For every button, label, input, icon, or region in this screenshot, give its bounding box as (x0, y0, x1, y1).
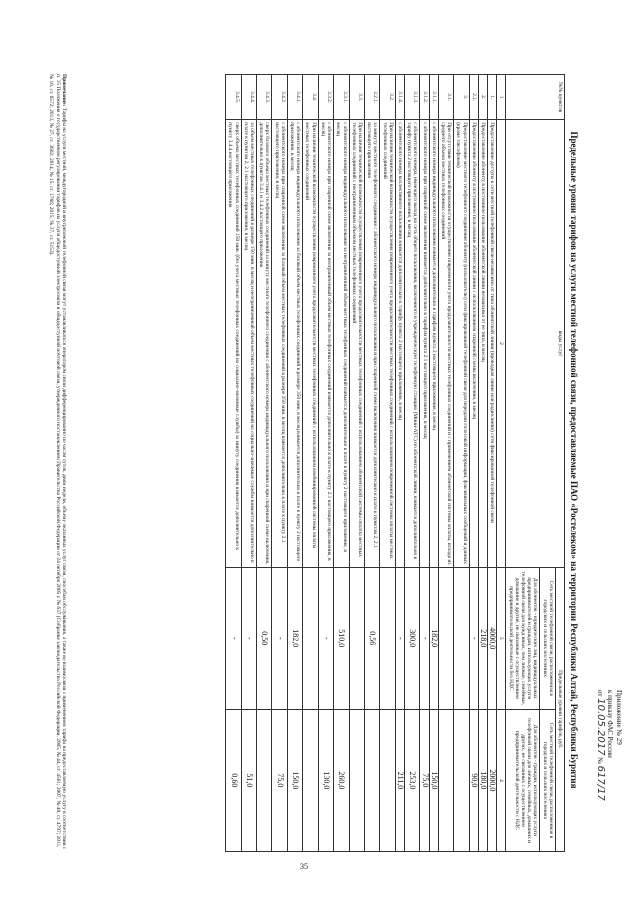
table-row (272, 75, 287, 852)
row-value-col3 (349, 567, 364, 709)
row-service: Предоставление абоненту в постоянное пользование абонентской линии независимо от ее типа, в месяц (478, 120, 487, 567)
row-value-col4: 150,0 (287, 709, 302, 851)
row-value-col3: 218,0 (478, 567, 487, 709)
row-service: с абонентского номера при спаренной схеме включения за базовый объем местных телефонных соединений в размере 350 мин. в месяц взимается дополнительно к плате к пункту 2.1 настоящего приложения, в месяц (272, 120, 287, 567)
row-service: При наличии технической возможности осуществления повременного учета продолжительности местных телефонных соединений с использованием комбинированной системы оплаты местных телефонных соединений (303, 120, 318, 567)
header-col3: Сеть местной телефонной связи, расположенная в городских и сельских поселениях (540, 567, 555, 709)
row-value-col4 (364, 709, 379, 851)
page-number: 35 (300, 862, 308, 871)
table-row (380, 75, 395, 852)
row-value-col4: 75,0 (420, 709, 429, 851)
row-service: с абонентского номера индивидуального пользования взимается дополнительно к тарифам пункта 2 настоящего приложения, в месяц (429, 120, 438, 567)
row-value-col4: 150,0 (429, 709, 438, 851)
row-number: 2. (478, 75, 487, 120)
table-row (429, 75, 438, 852)
row-service: с абонентского номера, имеющего выход на сеть общего пользования, включенного в учрежденческую телефонную станцию (Мини-АТС) по абонентской линии, взимается дополнительно к тарифу пункта 2 настоящего приложения, в месяц (404, 120, 419, 567)
appendix-from-label: от (596, 690, 604, 697)
row-number: 3.4.1. (287, 75, 302, 120)
row-value-col3: - (420, 567, 429, 709)
table-row (404, 75, 419, 852)
row-value-col3: - (469, 567, 478, 709)
row-value-col4: 2000,0 (487, 709, 496, 851)
table-row (226, 75, 241, 852)
header-group: Предельные уровни тарифов, руб. (555, 567, 564, 851)
row-service: При наличии технической возможности осуществления повременного учета продолжительности местных телефонных соединений с использованием абонентской системы оплаты местных телефонных соединений с неограниченным объемом местных телефонных соединений (349, 120, 364, 567)
row-value-col3 (380, 567, 395, 709)
row-number: 3.1.2. (420, 75, 429, 120)
row-service: сверх базового объема местных телефонных соединений за минуту местного телефонного соединения с абонентского номера индивидуального пользования и при спаренной схеме включения, дополнительно к пунктам 3.4.1 и 3.4.2 настоящего приложения (257, 120, 272, 567)
table-row (349, 75, 364, 852)
row-number: 3.3.2. (318, 75, 333, 120)
appendix-line1: Приложение № 29 (615, 690, 623, 745)
row-value-col3 (454, 567, 469, 709)
header-num: №№ пунктов (506, 75, 565, 120)
header-services: виды услуг (506, 120, 565, 567)
appendix-no-label: № (596, 757, 604, 764)
row-value-col3: 182,0 (287, 567, 302, 709)
row-service: При наличии технической возможности осуществления повременного учета продолжительности местных телефонных соединений с использованием повременной системы оплаты местных телефонных соединений (380, 120, 395, 567)
row-value-col4 (438, 709, 453, 851)
row-service: сверх объема местных телефонных соединений 150 мин. (без учета местных телефонных соединений на социально-значимые службы) за минуту соединения взимается дополнительно к пункту 3.4.4 настоящего приложения (226, 120, 241, 567)
table-row (318, 75, 333, 852)
row-service: с абонентского номера индивидуального пользования за базовый объем местных телефонных соединений в размере 350 мин. в месяц взимается дополнительно к плате к пункту 2 настоящего приложения, в месяц (287, 120, 302, 567)
row-value-col3 (303, 567, 318, 709)
row-service: с абонентского номера коллективного пользования взимается дополнительно к тарифу пункта 2 настоящего приложения, в месяц (395, 120, 404, 567)
row-value-col3: - (272, 567, 287, 709)
row-value-col4 (380, 709, 395, 851)
row-number: 3.2. (380, 75, 395, 120)
row-value-col3: 0,50 (257, 567, 272, 709)
row-service: с абонентского номера индивидуального пользования за неограниченный объем местных телефонных соединений взимается дополнительно к плате к пункту 2 настоящего приложения, в месяц (334, 120, 349, 567)
appendix-number: 617/17 (595, 765, 606, 801)
table-body (226, 75, 497, 852)
row-service: за объем местных телефонных соединений в размере 150 мин. в месяц и неограниченный объем местных телефонных соединений на социально-значимые службы взимается дополнительно к плате к пунктам 2, 2.1 настоящего приложения, в месяц (241, 120, 256, 567)
row-number: 3.4.4. (241, 75, 256, 120)
table-row (241, 75, 256, 852)
row-value-col4 (257, 709, 272, 851)
row-number: 2.1. (469, 75, 478, 120)
col-number-4: 4 (497, 709, 506, 851)
row-value-col4: 90,0 (469, 709, 478, 851)
row-value-col3: 4000,0 (487, 567, 496, 709)
header-col3-sub: Для абонентов - юридических лиц, индивидуальных предпринимателей и граждан, использующих услуги телефонной связи для нужд иных, чем личные, семейные, домашние и другие, не связанные с осуществлением предпринимательской деятельности без НДС (506, 567, 540, 709)
row-value-col3: - (226, 567, 241, 709)
note-block (48, 74, 67, 852)
row-service: Предоставление местного телефонного соединения абоненту (пользователю) сети фиксированной телефонной связи для передачи голосовой информации, факсимильных сообщений и данных (кроме таксофонов) (454, 120, 469, 567)
col-number-1: 1 (497, 75, 506, 120)
row-service: с абонентского номера при спаренной схеме включения взимается дополнительно к тарифам пункта 2.1 настоящего приложения, в месяц (420, 120, 429, 567)
row-value-col3: 182,0 (429, 567, 438, 709)
appendix-date: 10.05.2017 (595, 698, 606, 756)
table-row (469, 75, 478, 852)
row-value-col4: 253,0 (404, 709, 419, 851)
row-number: 3.1.3. (404, 75, 419, 120)
document-title: Предельные уровни тарифов на услуги местной телефонной связи, предоставляемые ПАО «Ростелеком» на территории Республики Алтай, Республики Бурятия (569, 131, 579, 789)
row-number: 3.3.1. (334, 75, 349, 120)
table-row (334, 75, 349, 852)
appendix-block (595, 690, 623, 850)
row-value-col4: 130,0 (318, 709, 333, 851)
row-service: с абонентского номера при спаренной схеме включения за неограниченный объем местных телефонных соединений взимается дополнительно к плате к пункту 2.1 настоящего приложения, в месяц (318, 120, 333, 567)
row-number: 3.4. (303, 75, 318, 120)
table-row (420, 75, 429, 852)
appendix-date-line (595, 690, 605, 850)
row-number: 3.1.4. (395, 75, 404, 120)
row-number: 1. (487, 75, 496, 120)
table-row (438, 75, 453, 852)
row-service: Предоставление абоненту в постоянное пользование абонентской линии с использованием спаренной схемы включения, в месяц (469, 120, 478, 567)
row-number: 3.1. (438, 75, 453, 120)
tariff-table (225, 74, 565, 852)
appendix-line2: к приказу ФАС России (606, 690, 614, 758)
row-value-col3: 300,0 (404, 567, 419, 709)
col-number-3: 3 (497, 567, 506, 709)
row-value-col3: 510,0 (334, 567, 349, 709)
table-row (257, 75, 272, 852)
row-number: 3.4.3. (257, 75, 272, 120)
table-row (487, 75, 496, 852)
row-value-col4: 180,0 (478, 709, 487, 851)
row-value-col4: 75,0 (272, 709, 287, 851)
row-value-col3: - (241, 567, 256, 709)
rotated-sheet (25, 60, 625, 860)
row-number: 3.3. (349, 75, 364, 120)
row-value-col4: 260,0 (334, 709, 349, 851)
row-value-col3 (438, 567, 453, 709)
table-row (303, 75, 318, 852)
table-row (478, 75, 487, 852)
row-value-col4: 211,0 (395, 709, 404, 851)
row-number: 3.4.5. (226, 75, 241, 120)
table-row (454, 75, 469, 852)
note-text: Тарифы на услуги местной, междугородной и внутризоновой телефонной связи могут устанавливаться оператором связи дифференцированно по часам суток, дням недели, объему оказанных услуг связи, способам обслуживания, а также во взаимосвязи с применением тарифа на предоставляемую услугу в соответствии с п. 15 Положения о государственном регулировании тарифов на услуги общедоступной электросвязи и общедоступной почтовой связи, утвержденного постановлением Правительства Российской Федерации от 24 октября 2005 г. № 637 (Собрание законодательства Российской Федерации, 2005, № 44, ст. 4561; 2007, № 40, ст. 4797; 2011, № 16, ст. 6572; 2013, № 27, ст. 3602; 2014, № 15, ст. 1766; 2015, № 37, ст. 5153). (48, 74, 67, 850)
table-row (364, 75, 379, 852)
note-label: Примечание: (61, 74, 67, 107)
row-value-col3: 0,56 (364, 567, 379, 709)
row-value-col4 (303, 709, 318, 851)
row-number: 3.1.1. (429, 75, 438, 120)
row-value-col3: - (395, 567, 404, 709)
row-number: 3.4.2. (272, 75, 287, 120)
row-number: 3.2.1. (364, 75, 379, 120)
row-value-col4: 0,60 (226, 709, 241, 851)
row-number: 3. (454, 75, 469, 120)
table-row (395, 75, 404, 852)
table-row (287, 75, 302, 852)
row-service: При отсутствии технической возможности осуществления повременного учета продолжительности местных телефонных соединений и с применением абонентской системы оплаты, исходя из среднего объема местных телефонных соединений (438, 120, 453, 567)
row-service: за минуту местного телефонного соединения с абонентского номера индивидуального пользования и при спаренной схеме включения взимается дополнительно к плате к пунктам 2, 2.1 настоящего приложения (364, 120, 379, 567)
col-number-2: 2 (497, 120, 506, 567)
row-service: Предоставление доступа к сети местной телефонной связи независимо от типа абонентской линии (проводная линия или радиолиния) сети фиксированной телефонной связи (487, 120, 496, 567)
row-value-col3: - (318, 567, 333, 709)
row-value-col4 (454, 709, 469, 851)
row-value-col4: 51,0 (241, 709, 256, 851)
row-value-col4 (349, 709, 364, 851)
header-col4-sub: Для абонентов - граждан, использующих услуги телефонной связи для личных, семейных, домашних и других, не связанных с осуществлением предпринимательской деятельности с НДС (506, 709, 540, 851)
header-col4: Сеть местной телефонной связи, расположенная в городских и сельских поселениях (540, 709, 555, 851)
